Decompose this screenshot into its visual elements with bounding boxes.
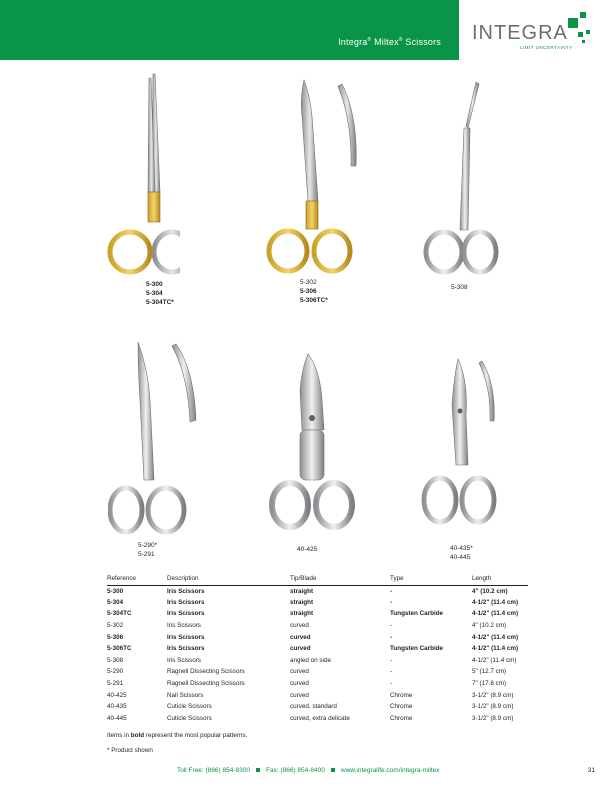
footer-contact bbox=[177, 767, 440, 774]
table-row bbox=[107, 585, 528, 597]
table-body bbox=[107, 585, 528, 724]
product-ref: 40-435* bbox=[450, 545, 473, 552]
cell-reference: 5-306TC bbox=[107, 645, 132, 653]
cell-type: - bbox=[390, 680, 393, 688]
cell-reference: 5-290 bbox=[107, 668, 124, 676]
cell-description: Nail Scissors bbox=[167, 691, 204, 699]
logo-square bbox=[580, 12, 586, 18]
cell-type: Chrome bbox=[390, 703, 413, 711]
cell-description: Iris Scissors bbox=[167, 610, 205, 618]
product-ref: 40-425 bbox=[297, 546, 318, 553]
table-row bbox=[107, 701, 528, 713]
column-header-length: Length bbox=[472, 573, 528, 585]
table-row bbox=[107, 608, 528, 620]
cell-type: - bbox=[390, 656, 393, 664]
cell-tip: straight bbox=[290, 598, 314, 606]
product-ref: 5-291 bbox=[138, 551, 155, 558]
popular-note: Items in bold represent the most popular patterns. bbox=[107, 732, 248, 739]
cell-description: Iris Scissors bbox=[167, 598, 205, 606]
cell-length: 4-1/2" (11.4 cm) bbox=[472, 598, 519, 606]
cell-reference: 5-302 bbox=[107, 622, 124, 630]
spec-table bbox=[107, 573, 528, 724]
product-image-5-306 bbox=[262, 76, 362, 276]
cell-type: - bbox=[390, 668, 393, 676]
cell-description: Iris Scissors bbox=[167, 656, 201, 664]
logo-square bbox=[578, 32, 583, 37]
product-image-40-435 bbox=[418, 355, 508, 545]
fax: Fax: (866) 854-8400 bbox=[266, 767, 325, 774]
cell-tip: curved bbox=[290, 645, 311, 653]
cell-reference: 5-300 bbox=[107, 587, 124, 595]
product-shown-note: * Product shown bbox=[107, 747, 153, 754]
product-refs-group-3 bbox=[451, 283, 468, 292]
cell-type: Chrome bbox=[390, 691, 413, 699]
logo-tagline: LIMIT UNCERTAINTY bbox=[520, 45, 573, 50]
logo-square bbox=[568, 18, 578, 28]
website-link[interactable]: www.integralife.com/integra-miltex bbox=[340, 767, 440, 774]
table-row bbox=[107, 689, 528, 701]
product-refs-group-6 bbox=[450, 544, 473, 562]
cell-length: 7" (17.8 cm) bbox=[472, 680, 507, 688]
cell-length: 3-1/2" (8.9 cm) bbox=[472, 703, 514, 711]
column-header-reference: Reference bbox=[107, 573, 167, 585]
product-ref: 5-290* bbox=[138, 542, 158, 549]
cell-reference: 5-304 bbox=[107, 598, 124, 606]
cell-tip: angled on side bbox=[290, 656, 331, 664]
product-ref: 5-306 bbox=[300, 288, 317, 295]
cell-length: 4-1/2" (11.4 cm) bbox=[472, 610, 519, 618]
cell-length: 4-1/2" (11.4 cm) bbox=[472, 656, 517, 664]
product-ref: 5-300 bbox=[146, 281, 163, 288]
table-row bbox=[107, 678, 528, 690]
cell-description: Ragnell Dissecting Scissors bbox=[167, 668, 245, 676]
cell-length: 4-1/2" (11.4 cm) bbox=[472, 645, 519, 653]
product-ref: 5-302 bbox=[300, 279, 317, 286]
product-image-5-290 bbox=[108, 340, 218, 540]
table-header-row bbox=[107, 573, 528, 585]
cell-type: Tungsten Carbide bbox=[390, 645, 444, 653]
logo-wordmark: INTEGRA bbox=[472, 22, 568, 44]
product-image-5-300 bbox=[100, 72, 180, 277]
cell-length: 5" (12.7 cm) bbox=[472, 668, 507, 676]
table-row bbox=[107, 666, 528, 678]
table-row bbox=[107, 620, 528, 632]
cell-tip: straight bbox=[290, 587, 314, 595]
product-ref: 5-306TC* bbox=[300, 297, 328, 304]
cell-reference: 5-306 bbox=[107, 633, 124, 641]
page-title: Integra® Miltex® Scissors bbox=[338, 37, 441, 47]
column-header-description: Description bbox=[167, 573, 290, 585]
cell-type: Chrome bbox=[390, 714, 413, 722]
header-bar bbox=[0, 0, 459, 60]
table-row bbox=[107, 713, 528, 725]
product-refs-group-1 bbox=[146, 280, 174, 307]
cell-reference: 5-291 bbox=[107, 680, 124, 688]
table-row bbox=[107, 655, 528, 667]
cell-description: Iris Scissors bbox=[167, 633, 205, 641]
cell-tip: curved bbox=[290, 633, 311, 641]
cell-reference: 5-308 bbox=[107, 656, 124, 664]
column-header-type: Type bbox=[390, 573, 472, 585]
page-number: 31 bbox=[587, 767, 595, 774]
cell-type: - bbox=[390, 587, 393, 595]
cell-description: Cuticle Scissors bbox=[167, 703, 212, 711]
cell-reference: 40-445 bbox=[107, 714, 127, 722]
separator-square bbox=[331, 768, 335, 772]
cell-description: Iris Scissors bbox=[167, 645, 205, 653]
cell-tip: curved, standard bbox=[290, 703, 337, 711]
table-row bbox=[107, 597, 528, 609]
cell-tip: curved bbox=[290, 622, 309, 630]
cell-tip: straight bbox=[290, 610, 314, 618]
cell-type: - bbox=[390, 598, 393, 606]
cell-reference: 5-304TC bbox=[107, 610, 132, 618]
cell-length: 3-1/2" (8.9 cm) bbox=[472, 691, 514, 699]
integra-logo bbox=[470, 12, 594, 56]
cell-length: 4" (10.2 cm) bbox=[472, 622, 507, 630]
cell-tip: curved bbox=[290, 691, 309, 699]
toll-free: Toll Free: (866) 854-8300 bbox=[177, 767, 250, 774]
product-refs-group-4 bbox=[138, 541, 157, 559]
cell-length: 3-1/2" (8.9 cm) bbox=[472, 714, 514, 722]
table-row bbox=[107, 643, 528, 655]
logo-square bbox=[582, 40, 585, 43]
cell-description: Iris Scissors bbox=[167, 622, 201, 630]
cell-description: Iris Scissors bbox=[167, 587, 205, 595]
product-ref: 5-304TC* bbox=[146, 299, 174, 306]
cell-tip: curved bbox=[290, 680, 309, 688]
cell-reference: 40-435 bbox=[107, 703, 127, 711]
cell-reference: 40-425 bbox=[107, 691, 127, 699]
product-ref: 40-445 bbox=[450, 554, 471, 561]
cell-tip: curved, extra delicate bbox=[290, 714, 350, 722]
cell-type: - bbox=[390, 622, 393, 630]
column-header-tip: Tip/Blade bbox=[290, 573, 390, 585]
cell-length: 4-1/2" (11.4 cm) bbox=[472, 633, 519, 641]
product-image-5-308 bbox=[420, 80, 500, 280]
cell-description: Ragnell Dissecting Scissors bbox=[167, 680, 245, 688]
table-row bbox=[107, 631, 528, 643]
cell-type: Tungsten Carbide bbox=[390, 610, 444, 618]
logo-square bbox=[586, 30, 590, 34]
product-refs-group-5 bbox=[297, 545, 317, 554]
product-ref: 5-304 bbox=[146, 290, 163, 297]
separator-square bbox=[256, 768, 260, 772]
cell-tip: curved bbox=[290, 668, 309, 676]
product-ref: 5-308 bbox=[451, 284, 468, 291]
cell-description: Cuticle Scissors bbox=[167, 714, 212, 722]
cell-type: - bbox=[390, 633, 393, 641]
product-refs-group-2 bbox=[300, 278, 328, 305]
cell-length: 4" (10.2 cm) bbox=[472, 587, 508, 595]
product-image-40-425 bbox=[268, 350, 358, 540]
